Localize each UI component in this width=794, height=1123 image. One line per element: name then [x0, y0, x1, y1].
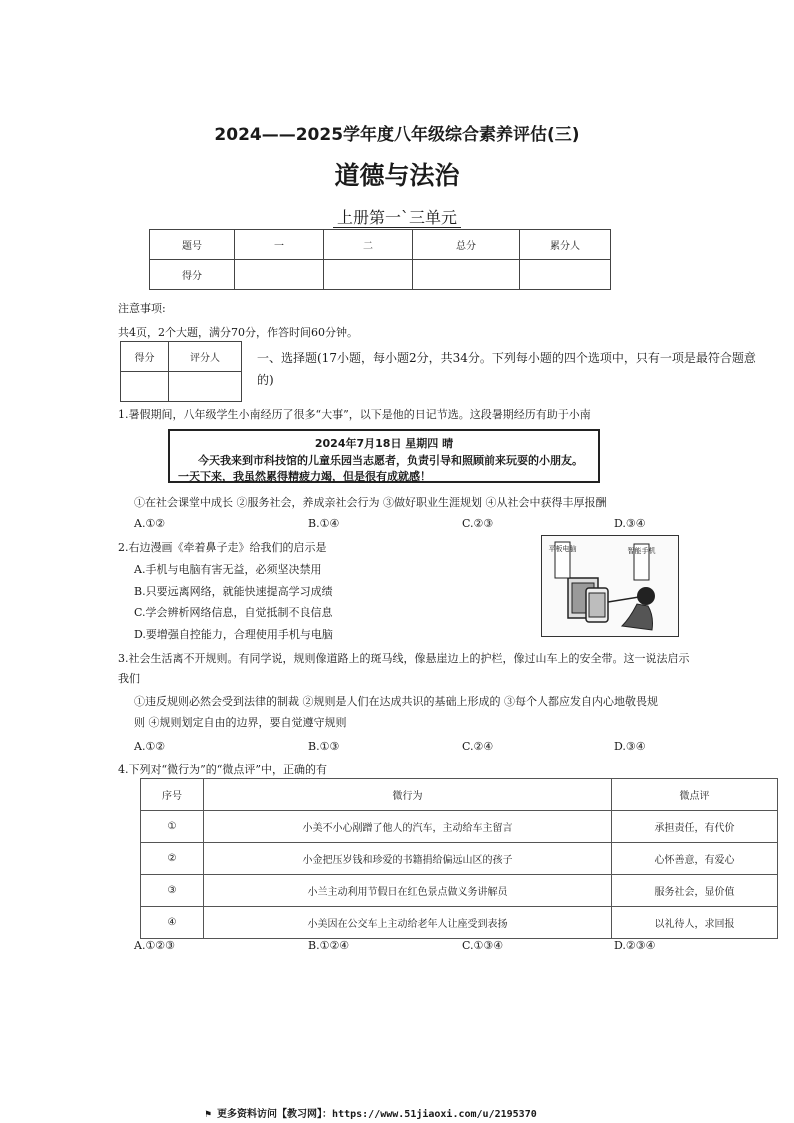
header-cell: 序号: [141, 779, 204, 811]
scope-label: [0, 205, 794, 228]
section-line-1: 一、选择题(17小题，每小题2分，共34分。下列每小题的四个选项中，只有一项是最符合题意: [257, 351, 756, 365]
q1-option-c: C.②③: [462, 517, 494, 530]
q3-choices-2: 则 ④规则划定自由的边界，要自觉遵守规则: [134, 716, 347, 729]
grader-cell: 评分人: [169, 342, 242, 372]
footer-text: 更多资料访问【教习网】：https://www.51jiaoxi.com/u/2195370: [217, 1109, 537, 1120]
table-cell: 小美不小心剐蹭了他人的汽车，主动给车主留言: [204, 811, 612, 843]
grader-table: [120, 341, 242, 402]
grader-blank: [169, 372, 242, 402]
q1-option-a: A.①②: [134, 517, 166, 530]
section-heading: [257, 347, 757, 391]
q4-stem: 4.下列对“微行为”的“微点评”中，正确的有: [118, 763, 327, 776]
notice-text: 共4页，2个大题，满分70分，作答时间60分钟。: [118, 326, 358, 339]
table-cell: 小美因在公交车上主动给老年人让座受到表扬: [204, 907, 612, 939]
table-cell: ①: [141, 811, 204, 843]
q4-option-d: D.②③④: [614, 939, 656, 952]
q3-stem-1: 3.社会生活离不开规则。有同学说，规则像道路上的斑马线，像悬崖边上的护栏，像过山车上的安全带。这一说法启示: [118, 652, 690, 665]
grader-blank: [121, 372, 169, 402]
q2-option-b: B.只要远离网络，就能快速提高学习成绩: [134, 585, 333, 598]
table-cell: ③: [141, 875, 204, 907]
q2-option-d: D.要增强自控能力，合理使用手机与电脑: [134, 628, 333, 641]
score-cell: 二: [324, 230, 413, 260]
q3-option-c: C.②④: [462, 740, 494, 753]
q2-option-a: A.手机与电脑有害无益，必须坚决禁用: [134, 563, 322, 576]
q3-option-a: A.①②: [134, 740, 166, 753]
diary-box: [168, 429, 600, 483]
diary-text: 今天我来到市科技馆的儿童乐园当志愿者，负责引导和照顾前来玩耍的小朋友。一天下来，我虽然累得精疲力竭，但是很有成就感！: [178, 454, 583, 483]
diary-date: 2024年7月18日 星期四 晴: [314, 437, 454, 450]
q2-stem: 2.右边漫画《牵着鼻子走》给我们的启示是: [118, 541, 327, 554]
table-cell: 服务社会，显价值: [612, 875, 778, 907]
table-row: [141, 907, 778, 939]
grader-cell: 得分: [121, 342, 169, 372]
score-blank: [413, 260, 520, 290]
q3-stem-2: 我们: [118, 672, 140, 685]
header-cell: 微点评: [612, 779, 778, 811]
header-cell: 微行为: [204, 779, 612, 811]
score-blank: [235, 260, 324, 290]
score-cell: 累分人: [520, 230, 611, 260]
table-row: [141, 843, 778, 875]
exam-title: 2024——2025学年度八年级综合素养评估(三): [214, 125, 580, 145]
score-blank: [324, 260, 413, 290]
q2-option-c: C.学会辨析网络信息，自觉抵制不良信息: [134, 606, 333, 619]
table-cell: 小兰主动利用节假日在红色景点做义务讲解员: [204, 875, 612, 907]
subject-title: 道德与法治: [334, 161, 460, 190]
q3-option-b: B.①③: [308, 740, 340, 753]
table-cell: ②: [141, 843, 204, 875]
q3-option-d: D.③④: [614, 740, 646, 753]
table-row: [141, 875, 778, 907]
table-cell: ④: [141, 907, 204, 939]
table-row: [141, 811, 778, 843]
score-table: [149, 229, 611, 290]
q1-stem: 1.暑假期间，八年级学生小南经历了很多“大事”，以下是他的日记节选。这段暑期经历有助于小南: [118, 408, 591, 421]
score-cell: 题号: [150, 230, 235, 260]
q1-option-b: B.①④: [308, 517, 340, 530]
cartoon-image: [541, 535, 679, 637]
table-cell: 小金把压岁钱和珍爱的书籍捐给偏远山区的孩子: [204, 843, 612, 875]
table-cell: 承担责任，有代价: [612, 811, 778, 843]
table-header-row: [141, 779, 778, 811]
notice-label: 注意事项:: [118, 302, 166, 315]
behavior-table: [140, 778, 778, 939]
q4-option-b: B.①②④: [308, 939, 350, 952]
q3-choices-1: ①违反规则必然会受到法律的制裁 ②规则是人们在达成共识的基础上形成的 ③每个人都应发自内心地敬畏规: [134, 695, 658, 708]
score-blank: [520, 260, 611, 290]
score-cell: 一: [235, 230, 324, 260]
score-cell: 得分: [150, 260, 235, 290]
q1-choices: ①在社会课堂中成长 ②服务社会，养成亲社会行为 ③做好职业生涯规划 ④从社会中获得丰厚报酬: [134, 496, 607, 509]
table-cell: 心怀善意，有爱心: [612, 843, 778, 875]
cartoon-label-2: 智能手机: [627, 547, 656, 555]
q1-option-d: D.③④: [614, 517, 646, 530]
q4-option-a: A.①②③: [134, 939, 176, 952]
cartoon-drawing: [542, 536, 678, 636]
flag-icon: ⚑: [205, 1109, 218, 1120]
scope-text: 上册第一`三单元: [333, 208, 461, 228]
section-line-2: 的): [257, 373, 274, 387]
footer-link[interactable]: [205, 1105, 537, 1120]
q4-option-c: C.①③④: [462, 939, 504, 952]
table-cell: 以礼待人，求回报: [612, 907, 778, 939]
cartoon-label-1: 平板电脑: [548, 545, 577, 553]
score-cell: 总分: [413, 230, 520, 260]
